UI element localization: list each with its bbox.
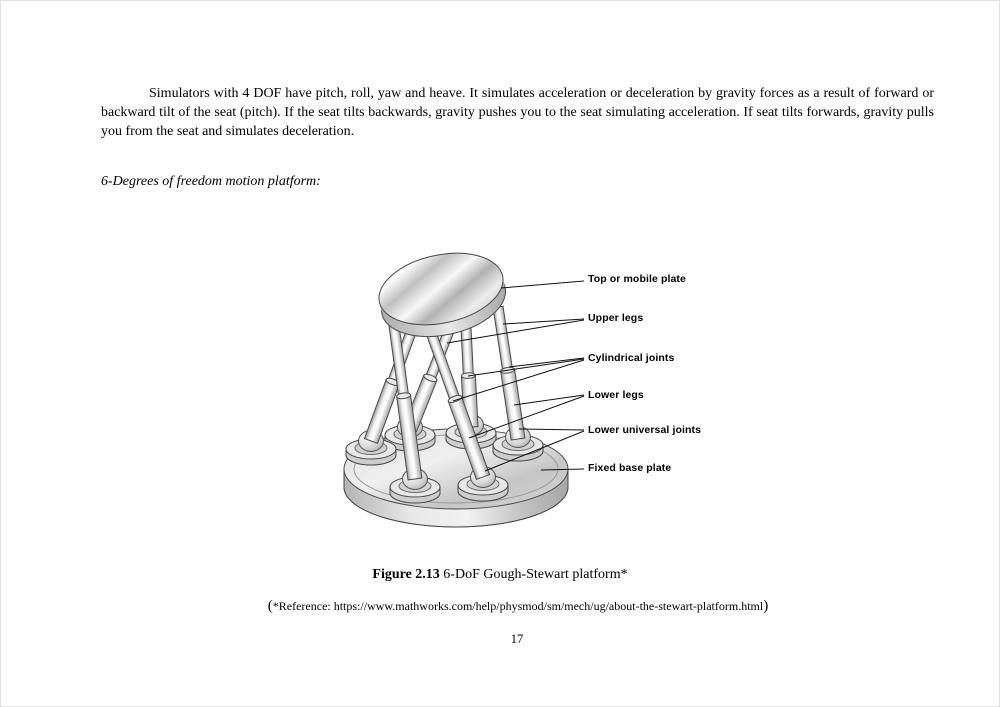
figure-label-upper-legs: Upper legs <box>588 312 644 324</box>
top-mobile-plate-shape <box>372 243 512 347</box>
figure-reference <box>19 598 1000 615</box>
figure-caption <box>1 567 999 583</box>
figure-label-lower-universal-joints: Lower universal joints <box>588 424 702 436</box>
figure-label-cylindrical-joints: Cylindrical joints <box>588 352 675 364</box>
base-boss <box>446 415 496 450</box>
figure-label-fixed-base-plate: Fixed base plate <box>588 462 672 474</box>
figure-caption-text: 6-DoF Gough-Stewart platform* <box>439 567 628 582</box>
leg <box>491 306 525 440</box>
section-heading: 6-Degrees of freedom motion platform: <box>101 174 321 189</box>
leg <box>422 325 489 480</box>
leg <box>459 328 478 428</box>
leg <box>386 318 422 480</box>
figure-caption-number: Figure 2.13 <box>372 567 440 582</box>
legs-shapes <box>364 306 524 480</box>
reference-text: *Reference: https://www.mathworks.com/help/physmod/sm/mech/ug/about-the-stewart-platform.html <box>272 599 764 613</box>
base-boss <box>346 431 396 466</box>
leg <box>364 325 419 444</box>
page-number: 17 <box>510 632 524 646</box>
lower-universal-joints-shapes <box>346 415 543 504</box>
figure-label-lower-legs: Lower legs <box>588 389 644 401</box>
base-boss <box>390 469 440 504</box>
leader-lines <box>447 281 584 471</box>
base-boss <box>493 427 543 462</box>
base-boss <box>385 417 435 452</box>
leg <box>403 328 455 431</box>
figure-label-top-plate: Top or mobile plate <box>588 273 686 285</box>
fixed-base-plate-shape <box>344 429 568 527</box>
reference-open-paren: ( <box>267 598 273 614</box>
reference-close-paren: ) <box>763 598 769 614</box>
base-boss <box>458 467 508 502</box>
intro-paragraph: Simulators with 4 DOF have pitch, roll, yaw and heave. It simulates acceleration or deceleration by gravity forces as a result of forward or backward tilt of the seat (pitch). If the seat tilts backwards, gravity pushes you to the seat simulating acceleration. If seat tilts forwards, gravity pulls you from the seat and simulates deceleration. <box>101 86 934 139</box>
